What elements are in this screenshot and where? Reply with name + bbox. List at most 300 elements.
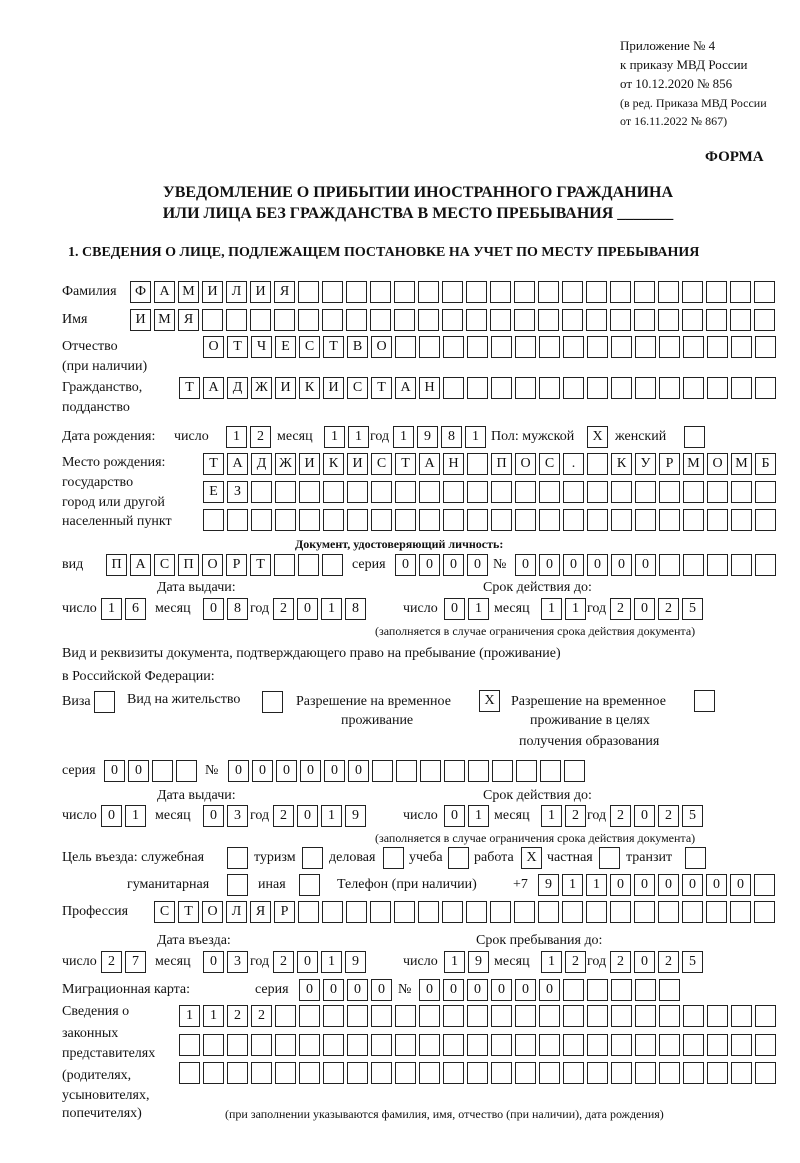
- char-cell[interactable]: [467, 453, 488, 475]
- char-cell[interactable]: [444, 760, 465, 782]
- char-cell[interactable]: [227, 1034, 248, 1056]
- char-cell[interactable]: [347, 481, 368, 503]
- char-cell[interactable]: [322, 554, 343, 576]
- char-cell[interactable]: [394, 309, 415, 331]
- char-cell[interactable]: [635, 979, 656, 1001]
- char-cell[interactable]: А: [227, 453, 248, 475]
- char-cell[interactable]: С: [299, 336, 320, 358]
- char-cell[interactable]: [275, 1034, 296, 1056]
- char-cell[interactable]: 5: [682, 598, 703, 620]
- char-cell[interactable]: 1: [203, 1005, 224, 1027]
- char-cell[interactable]: [468, 760, 489, 782]
- residence-permit-checkbox[interactable]: [262, 691, 283, 713]
- purpose-transit-checkbox[interactable]: [685, 847, 706, 869]
- doc-valid-day-field[interactable]: [444, 598, 492, 620]
- char-cell[interactable]: [346, 281, 367, 303]
- char-cell[interactable]: [299, 481, 320, 503]
- char-cell[interactable]: [203, 1062, 224, 1084]
- char-cell[interactable]: [274, 554, 295, 576]
- char-cell[interactable]: 0: [252, 760, 273, 782]
- purpose-other-checkbox[interactable]: [299, 874, 320, 896]
- char-cell[interactable]: 1: [541, 951, 562, 973]
- char-cell[interactable]: [538, 309, 559, 331]
- phone-field[interactable]: [538, 874, 778, 896]
- char-cell[interactable]: А: [130, 554, 151, 576]
- char-cell[interactable]: [442, 309, 463, 331]
- char-cell[interactable]: [659, 554, 680, 576]
- char-cell[interactable]: [299, 1034, 320, 1056]
- char-cell[interactable]: 0: [515, 979, 536, 1001]
- char-cell[interactable]: [562, 281, 583, 303]
- char-cell[interactable]: Я: [250, 901, 271, 923]
- entry-month-field[interactable]: [203, 951, 251, 973]
- char-cell[interactable]: 1: [393, 426, 414, 448]
- char-cell[interactable]: [347, 509, 368, 531]
- right-number-field[interactable]: [228, 760, 588, 782]
- char-cell[interactable]: 8: [345, 598, 366, 620]
- char-cell[interactable]: [659, 1034, 680, 1056]
- char-cell[interactable]: 1: [324, 426, 345, 448]
- char-cell[interactable]: О: [202, 901, 223, 923]
- char-cell[interactable]: [275, 509, 296, 531]
- char-cell[interactable]: [707, 554, 728, 576]
- char-cell[interactable]: 0: [444, 805, 465, 827]
- char-cell[interactable]: [563, 336, 584, 358]
- char-cell[interactable]: Ж: [251, 377, 272, 399]
- char-cell[interactable]: 0: [419, 979, 440, 1001]
- char-cell[interactable]: 2: [250, 426, 271, 448]
- char-cell[interactable]: 0: [706, 874, 727, 896]
- char-cell[interactable]: [420, 760, 441, 782]
- char-cell[interactable]: [275, 481, 296, 503]
- char-cell[interactable]: [443, 1062, 464, 1084]
- purpose-humanitarian-checkbox[interactable]: [227, 874, 248, 896]
- char-cell[interactable]: [538, 901, 559, 923]
- char-cell[interactable]: [563, 1062, 584, 1084]
- char-cell[interactable]: 0: [515, 554, 536, 576]
- char-cell[interactable]: [539, 1034, 560, 1056]
- char-cell[interactable]: 0: [730, 874, 751, 896]
- char-cell[interactable]: [443, 1005, 464, 1027]
- char-cell[interactable]: 2: [273, 805, 294, 827]
- char-cell[interactable]: 1: [465, 426, 486, 448]
- char-cell[interactable]: [176, 760, 197, 782]
- char-cell[interactable]: 1: [101, 598, 122, 620]
- char-cell[interactable]: 0: [348, 760, 369, 782]
- char-cell[interactable]: О: [371, 336, 392, 358]
- char-cell[interactable]: [323, 1005, 344, 1027]
- name-field[interactable]: [130, 309, 778, 331]
- char-cell[interactable]: [707, 481, 728, 503]
- char-cell[interactable]: 2: [658, 805, 679, 827]
- char-cell[interactable]: П: [178, 554, 199, 576]
- char-cell[interactable]: 3: [227, 951, 248, 973]
- char-cell[interactable]: [635, 1062, 656, 1084]
- char-cell[interactable]: 2: [227, 1005, 248, 1027]
- char-cell[interactable]: [611, 1005, 632, 1027]
- char-cell[interactable]: [275, 1062, 296, 1084]
- char-cell[interactable]: 0: [128, 760, 149, 782]
- char-cell[interactable]: [610, 281, 631, 303]
- char-cell[interactable]: 2: [565, 951, 586, 973]
- char-cell[interactable]: [730, 901, 751, 923]
- char-cell[interactable]: [419, 1034, 440, 1056]
- char-cell[interactable]: Е: [275, 336, 296, 358]
- char-cell[interactable]: [298, 281, 319, 303]
- char-cell[interactable]: [755, 377, 776, 399]
- char-cell[interactable]: 0: [443, 554, 464, 576]
- char-cell[interactable]: С: [154, 554, 175, 576]
- char-cell[interactable]: [515, 377, 536, 399]
- char-cell[interactable]: [274, 309, 295, 331]
- birth-day-field[interactable]: [226, 426, 274, 448]
- char-cell[interactable]: [371, 1062, 392, 1084]
- char-cell[interactable]: Т: [203, 453, 224, 475]
- char-cell[interactable]: У: [635, 453, 656, 475]
- char-cell[interactable]: О: [515, 453, 536, 475]
- char-cell[interactable]: [731, 1062, 752, 1084]
- char-cell[interactable]: [515, 336, 536, 358]
- char-cell[interactable]: 1: [321, 805, 342, 827]
- char-cell[interactable]: [442, 901, 463, 923]
- char-cell[interactable]: [418, 309, 439, 331]
- char-cell[interactable]: А: [419, 453, 440, 475]
- char-cell[interactable]: [371, 509, 392, 531]
- char-cell[interactable]: [251, 1062, 272, 1084]
- char-cell[interactable]: 1: [468, 805, 489, 827]
- char-cell[interactable]: [731, 1005, 752, 1027]
- stay-day-field[interactable]: [444, 951, 492, 973]
- char-cell[interactable]: [466, 901, 487, 923]
- char-cell[interactable]: [394, 281, 415, 303]
- char-cell[interactable]: [754, 309, 775, 331]
- char-cell[interactable]: [707, 1062, 728, 1084]
- char-cell[interactable]: 0: [203, 951, 224, 973]
- char-cell[interactable]: И: [202, 281, 223, 303]
- purpose-service-checkbox[interactable]: [227, 847, 248, 869]
- char-cell[interactable]: [539, 1005, 560, 1027]
- char-cell[interactable]: Р: [226, 554, 247, 576]
- char-cell[interactable]: 1: [541, 805, 562, 827]
- right-issue-year-field[interactable]: [273, 805, 369, 827]
- sex-female-checkbox[interactable]: [684, 426, 705, 448]
- char-cell[interactable]: [442, 281, 463, 303]
- birth-place-field-1[interactable]: [203, 453, 779, 475]
- char-cell[interactable]: [587, 1034, 608, 1056]
- char-cell[interactable]: [443, 481, 464, 503]
- char-cell[interactable]: [611, 481, 632, 503]
- char-cell[interactable]: 2: [610, 598, 631, 620]
- char-cell[interactable]: 1: [541, 598, 562, 620]
- char-cell[interactable]: 0: [228, 760, 249, 782]
- reps-field-1[interactable]: [179, 1005, 779, 1027]
- char-cell[interactable]: [707, 377, 728, 399]
- char-cell[interactable]: [538, 281, 559, 303]
- char-cell[interactable]: [539, 336, 560, 358]
- citizenship-field[interactable]: [179, 377, 779, 399]
- char-cell[interactable]: [682, 309, 703, 331]
- char-cell[interactable]: [539, 377, 560, 399]
- char-cell[interactable]: [587, 509, 608, 531]
- char-cell[interactable]: [755, 481, 776, 503]
- char-cell[interactable]: [587, 1062, 608, 1084]
- right-valid-month-field[interactable]: [541, 805, 589, 827]
- char-cell[interactable]: [610, 901, 631, 923]
- char-cell[interactable]: [562, 309, 583, 331]
- right-issue-month-field[interactable]: [203, 805, 251, 827]
- char-cell[interactable]: [659, 377, 680, 399]
- char-cell[interactable]: [683, 1062, 704, 1084]
- char-cell[interactable]: А: [154, 281, 175, 303]
- char-cell[interactable]: [396, 760, 417, 782]
- char-cell[interactable]: [346, 901, 367, 923]
- char-cell[interactable]: [611, 1034, 632, 1056]
- char-cell[interactable]: 0: [635, 554, 656, 576]
- char-cell[interactable]: [683, 377, 704, 399]
- char-cell[interactable]: 1: [179, 1005, 200, 1027]
- right-valid-day-field[interactable]: [444, 805, 492, 827]
- char-cell[interactable]: 6: [125, 598, 146, 620]
- char-cell[interactable]: Ч: [251, 336, 272, 358]
- char-cell[interactable]: В: [347, 336, 368, 358]
- stay-year-field[interactable]: [610, 951, 706, 973]
- char-cell[interactable]: [611, 1062, 632, 1084]
- char-cell[interactable]: [755, 554, 776, 576]
- char-cell[interactable]: 1: [562, 874, 583, 896]
- stay-month-field[interactable]: [541, 951, 589, 973]
- char-cell[interactable]: [587, 1005, 608, 1027]
- char-cell[interactable]: [323, 509, 344, 531]
- char-cell[interactable]: [275, 1005, 296, 1027]
- char-cell[interactable]: [370, 901, 391, 923]
- char-cell[interactable]: 9: [417, 426, 438, 448]
- char-cell[interactable]: [683, 554, 704, 576]
- char-cell[interactable]: [610, 309, 631, 331]
- char-cell[interactable]: [370, 309, 391, 331]
- char-cell[interactable]: [370, 281, 391, 303]
- char-cell[interactable]: О: [203, 336, 224, 358]
- char-cell[interactable]: 0: [634, 951, 655, 973]
- char-cell[interactable]: [395, 336, 416, 358]
- char-cell[interactable]: [731, 481, 752, 503]
- char-cell[interactable]: 1: [321, 598, 342, 620]
- char-cell[interactable]: [491, 481, 512, 503]
- char-cell[interactable]: [587, 453, 608, 475]
- char-cell[interactable]: 0: [300, 760, 321, 782]
- purpose-private-checkbox[interactable]: [599, 847, 620, 869]
- char-cell[interactable]: 2: [273, 951, 294, 973]
- char-cell[interactable]: [492, 760, 513, 782]
- char-cell[interactable]: [515, 1005, 536, 1027]
- char-cell[interactable]: [443, 336, 464, 358]
- char-cell[interactable]: [322, 309, 343, 331]
- char-cell[interactable]: [539, 509, 560, 531]
- char-cell[interactable]: [516, 760, 537, 782]
- char-cell[interactable]: 0: [101, 805, 122, 827]
- char-cell[interactable]: [443, 1034, 464, 1056]
- char-cell[interactable]: [251, 1034, 272, 1056]
- char-cell[interactable]: [683, 481, 704, 503]
- char-cell[interactable]: 1: [444, 951, 465, 973]
- char-cell[interactable]: 2: [610, 951, 631, 973]
- char-cell[interactable]: [515, 509, 536, 531]
- char-cell[interactable]: [490, 901, 511, 923]
- doc-valid-month-field[interactable]: [541, 598, 589, 620]
- char-cell[interactable]: [490, 281, 511, 303]
- char-cell[interactable]: [586, 281, 607, 303]
- char-cell[interactable]: 0: [634, 598, 655, 620]
- char-cell[interactable]: [298, 901, 319, 923]
- char-cell[interactable]: [658, 309, 679, 331]
- char-cell[interactable]: [587, 377, 608, 399]
- birth-place-field-2[interactable]: [203, 481, 779, 503]
- char-cell[interactable]: С: [347, 377, 368, 399]
- char-cell[interactable]: Т: [395, 453, 416, 475]
- char-cell[interactable]: [515, 481, 536, 503]
- char-cell[interactable]: М: [154, 309, 175, 331]
- char-cell[interactable]: [755, 1062, 776, 1084]
- char-cell[interactable]: 1: [321, 951, 342, 973]
- char-cell[interactable]: 0: [395, 554, 416, 576]
- char-cell[interactable]: [611, 336, 632, 358]
- char-cell[interactable]: 2: [101, 951, 122, 973]
- purpose-work-checkbox[interactable]: X: [521, 847, 542, 869]
- char-cell[interactable]: 0: [104, 760, 125, 782]
- char-cell[interactable]: 1: [125, 805, 146, 827]
- char-cell[interactable]: [491, 336, 512, 358]
- char-cell[interactable]: [659, 509, 680, 531]
- patronymic-field[interactable]: [203, 336, 779, 358]
- char-cell[interactable]: 2: [273, 598, 294, 620]
- char-cell[interactable]: [514, 901, 535, 923]
- char-cell[interactable]: [179, 1034, 200, 1056]
- char-cell[interactable]: 0: [611, 554, 632, 576]
- char-cell[interactable]: [371, 1034, 392, 1056]
- char-cell[interactable]: [298, 554, 319, 576]
- char-cell[interactable]: [419, 481, 440, 503]
- char-cell[interactable]: [659, 979, 680, 1001]
- edu-residence-checkbox[interactable]: [694, 690, 715, 712]
- profession-field[interactable]: [154, 901, 778, 923]
- char-cell[interactable]: [467, 1005, 488, 1027]
- char-cell[interactable]: [587, 336, 608, 358]
- char-cell[interactable]: [634, 281, 655, 303]
- char-cell[interactable]: Р: [659, 453, 680, 475]
- char-cell[interactable]: [563, 1034, 584, 1056]
- char-cell[interactable]: [322, 901, 343, 923]
- char-cell[interactable]: [466, 309, 487, 331]
- char-cell[interactable]: [731, 509, 752, 531]
- char-cell[interactable]: 0: [297, 805, 318, 827]
- char-cell[interactable]: Б: [755, 453, 776, 475]
- char-cell[interactable]: [466, 281, 487, 303]
- char-cell[interactable]: 0: [539, 979, 560, 1001]
- char-cell[interactable]: [635, 336, 656, 358]
- char-cell[interactable]: [299, 509, 320, 531]
- doc-issue-day-field[interactable]: [101, 598, 149, 620]
- entry-day-field[interactable]: [101, 951, 149, 973]
- char-cell[interactable]: [635, 1034, 656, 1056]
- char-cell[interactable]: [682, 901, 703, 923]
- char-cell[interactable]: [563, 481, 584, 503]
- char-cell[interactable]: [707, 1034, 728, 1056]
- char-cell[interactable]: [515, 1034, 536, 1056]
- right-issue-day-field[interactable]: [101, 805, 149, 827]
- char-cell[interactable]: М: [731, 453, 752, 475]
- mc-series-field[interactable]: [299, 979, 395, 1001]
- char-cell[interactable]: [731, 1034, 752, 1056]
- char-cell[interactable]: [419, 336, 440, 358]
- char-cell[interactable]: [634, 309, 655, 331]
- char-cell[interactable]: Н: [419, 377, 440, 399]
- char-cell[interactable]: [706, 901, 727, 923]
- char-cell[interactable]: [682, 281, 703, 303]
- char-cell[interactable]: Т: [227, 336, 248, 358]
- char-cell[interactable]: 5: [682, 805, 703, 827]
- char-cell[interactable]: 1: [586, 874, 607, 896]
- char-cell[interactable]: [467, 336, 488, 358]
- char-cell[interactable]: 0: [347, 979, 368, 1001]
- char-cell[interactable]: [491, 1062, 512, 1084]
- char-cell[interactable]: [467, 377, 488, 399]
- char-cell[interactable]: [394, 901, 415, 923]
- char-cell[interactable]: 0: [587, 554, 608, 576]
- char-cell[interactable]: [563, 509, 584, 531]
- char-cell[interactable]: 0: [491, 979, 512, 1001]
- char-cell[interactable]: А: [395, 377, 416, 399]
- birth-place-field-3[interactable]: [203, 509, 779, 531]
- char-cell[interactable]: [227, 1062, 248, 1084]
- char-cell[interactable]: Л: [226, 901, 247, 923]
- char-cell[interactable]: [395, 509, 416, 531]
- char-cell[interactable]: [754, 901, 775, 923]
- char-cell[interactable]: [372, 760, 393, 782]
- char-cell[interactable]: 0: [610, 874, 631, 896]
- char-cell[interactable]: [323, 481, 344, 503]
- char-cell[interactable]: М: [178, 281, 199, 303]
- char-cell[interactable]: [347, 1034, 368, 1056]
- char-cell[interactable]: А: [203, 377, 224, 399]
- char-cell[interactable]: [203, 1034, 224, 1056]
- char-cell[interactable]: [514, 309, 535, 331]
- char-cell[interactable]: [587, 481, 608, 503]
- char-cell[interactable]: [467, 1062, 488, 1084]
- char-cell[interactable]: [659, 1062, 680, 1084]
- char-cell[interactable]: [539, 1062, 560, 1084]
- doc-number-field[interactable]: [515, 554, 779, 576]
- char-cell[interactable]: [323, 1062, 344, 1084]
- char-cell[interactable]: Т: [371, 377, 392, 399]
- char-cell[interactable]: [491, 1034, 512, 1056]
- char-cell[interactable]: Р: [274, 901, 295, 923]
- char-cell[interactable]: [707, 509, 728, 531]
- sex-male-checkbox[interactable]: X: [587, 426, 608, 448]
- char-cell[interactable]: [419, 1005, 440, 1027]
- char-cell[interactable]: [418, 281, 439, 303]
- char-cell[interactable]: [322, 281, 343, 303]
- char-cell[interactable]: С: [539, 453, 560, 475]
- purpose-study-checkbox[interactable]: [448, 847, 469, 869]
- char-cell[interactable]: К: [611, 453, 632, 475]
- char-cell[interactable]: 2: [610, 805, 631, 827]
- char-cell[interactable]: [467, 509, 488, 531]
- char-cell[interactable]: [755, 1034, 776, 1056]
- char-cell[interactable]: [202, 309, 223, 331]
- char-cell[interactable]: [586, 309, 607, 331]
- char-cell[interactable]: Д: [227, 377, 248, 399]
- char-cell[interactable]: 0: [323, 979, 344, 1001]
- char-cell[interactable]: [347, 1062, 368, 1084]
